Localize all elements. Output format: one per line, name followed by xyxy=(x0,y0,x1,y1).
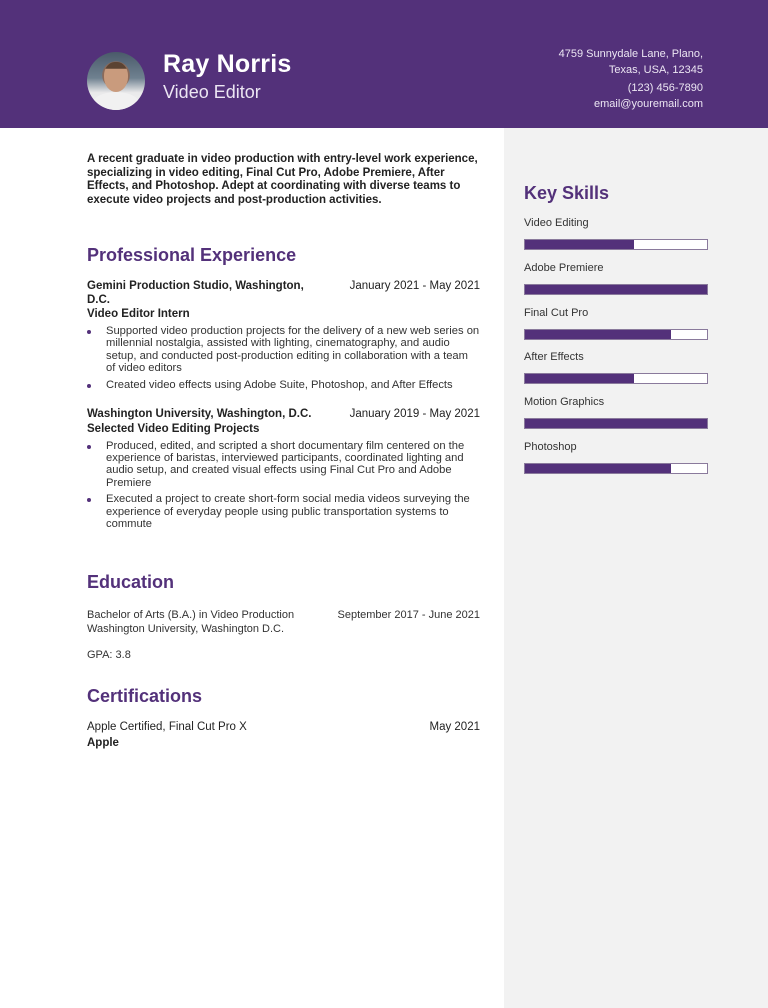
skill-bar xyxy=(524,329,708,340)
degree: Bachelor of Arts (B.A.) in Video Production xyxy=(87,609,295,621)
bullet-text: Supported video production projects for the delivery of a new web series on millennial nostalgia, assisted with lighting, cinematography, and audio setup, and conducted post-production editing in collaboration with a team of video editors xyxy=(106,325,480,375)
education-entry xyxy=(87,608,480,662)
bullet-item xyxy=(87,379,480,391)
skill-bar-fill xyxy=(525,374,634,383)
skill-label: Final Cut Pro xyxy=(524,307,589,319)
skill-bar-fill xyxy=(525,240,634,249)
job-role: Video Editor Intern xyxy=(87,308,190,320)
skill-bar-fill xyxy=(525,419,707,428)
skill-label: Adobe Premiere xyxy=(524,262,604,274)
skill-bar xyxy=(524,284,708,295)
skill-adobe-premiere xyxy=(524,262,708,295)
skills-sidebar xyxy=(504,128,768,1008)
skill-label: Photoshop xyxy=(524,441,577,453)
certification-date: May 2021 xyxy=(429,721,480,733)
skill-bar-fill xyxy=(525,330,671,339)
skill-bar-fill xyxy=(525,285,707,294)
skill-motion-graphics xyxy=(524,396,708,429)
school: Washington University, Washington D.C. xyxy=(87,623,285,635)
skills-heading: Key Skills xyxy=(524,183,610,203)
bullet-item xyxy=(87,440,480,490)
skill-photoshop xyxy=(524,441,708,474)
avatar-face xyxy=(104,62,128,92)
skill-bar xyxy=(524,373,708,384)
certification-issuer: Apple xyxy=(87,737,119,749)
bullet-text: Created video effects using Adobe Suite, Photoshop, and After Effects xyxy=(106,378,453,391)
skill-label: Video Editing xyxy=(524,217,589,229)
job-role: Selected Video Editing Projects xyxy=(87,422,260,435)
education-heading: Education xyxy=(87,572,175,592)
phone-number: (123) 456-7890 xyxy=(627,82,703,94)
skill-label: Motion Graphics xyxy=(524,396,605,408)
bullet-dot-icon xyxy=(87,445,91,449)
bullet-dot-icon xyxy=(87,330,91,334)
job-employer: Washington University, Washington, D.C. xyxy=(87,408,312,420)
gpa: GPA: 3.8 xyxy=(87,649,131,661)
skill-bar xyxy=(524,418,708,429)
education-dates: September 2017 - June 2021 xyxy=(337,609,480,621)
skill-bar xyxy=(524,239,708,250)
contact-info xyxy=(483,47,703,113)
experience-heading: Professional Experience xyxy=(87,245,297,265)
certification-entry xyxy=(87,719,480,751)
profile-summary: A recent graduate in video production with entry-level work experience, specializing in video editing, Final Cut Pro, Adobe Premiere, After Effects, and Photoshop. Adept at coordinating with diverse teams to execute video projects and post-production activities. xyxy=(87,153,478,206)
skill-bar-fill xyxy=(525,464,671,473)
job-entry xyxy=(87,408,480,534)
skill-bar xyxy=(524,463,708,474)
bullet-item xyxy=(87,493,480,530)
candidate-name: Ray Norris xyxy=(163,50,292,78)
bullet-dot-icon xyxy=(87,498,91,502)
job-bullets xyxy=(87,440,480,531)
profile-photo xyxy=(87,52,145,110)
skill-final-cut-pro xyxy=(524,307,708,340)
skill-after-effects xyxy=(524,351,708,384)
job-dates: January 2019 - May 2021 xyxy=(349,408,480,420)
bullet-text: Produced, edited, and scripted a short documentary film centered on the experience of baristas, interviewed participants, coordinated lighting and audio setup, and created visual effects using Final Cut Pro and Adobe Premiere xyxy=(106,439,465,489)
certifications-heading: Certifications xyxy=(87,686,203,706)
bullet-item xyxy=(87,325,480,375)
job-employer: Gemini Production Studio, Washington, D.C. xyxy=(87,280,304,306)
job-dates: January 2021 - May 2021 xyxy=(349,280,480,292)
address-line-1: 4759 Sunnydale Lane, Plano, xyxy=(558,48,703,60)
certification-name: Apple Certified, Final Cut Pro X xyxy=(87,721,247,733)
email-address: email@youremail.com xyxy=(594,98,703,110)
skill-video-editing xyxy=(524,217,708,250)
job-bullets xyxy=(87,325,480,391)
avatar-shirt xyxy=(93,92,139,110)
bullet-text: Executed a project to create short-form social media videos surveying the experience of everyday people using public transportation systems to commute xyxy=(106,493,470,530)
resume-header xyxy=(0,0,768,128)
skill-label: After Effects xyxy=(524,351,584,363)
address-line-2: Texas, USA, 12345 xyxy=(608,64,703,76)
job-entry xyxy=(87,280,480,395)
candidate-title: Video Editor xyxy=(163,82,261,102)
bullet-dot-icon xyxy=(87,384,91,388)
